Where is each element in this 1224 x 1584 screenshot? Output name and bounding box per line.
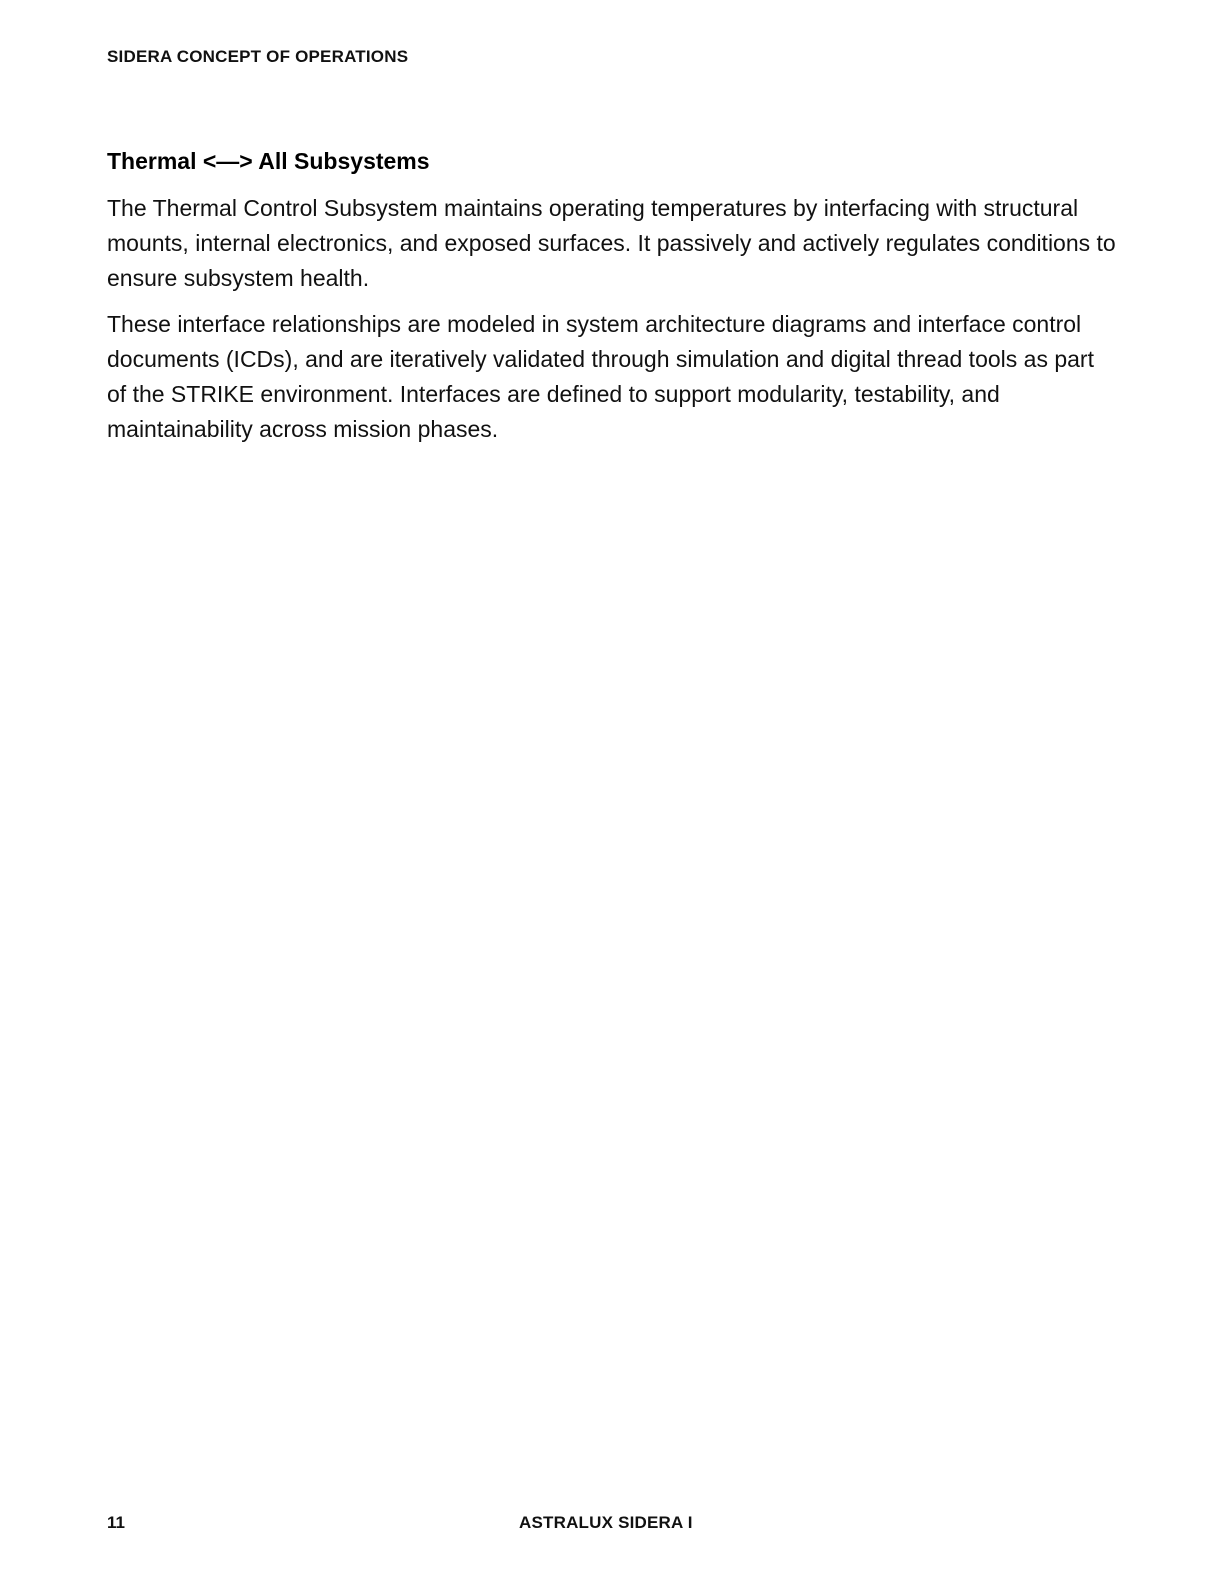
- body-paragraph: The Thermal Control Subsystem maintains operating temperatures by interfacing with structural mounts, internal electronics, and exposed surfaces. It passively and actively regulates conditions to ensure subsystem health.: [107, 195, 1116, 291]
- body-paragraph: These interface relationships are modeled in system architecture diagrams and interface control documents (ICDs), and are iteratively validated through simulation and digital thread tools as part of the STRIKE environment. Interfaces are defined to support modularity, testability, and maintainability across mission phases.: [107, 311, 1094, 442]
- page-footer: [0, 1513, 1224, 1535]
- section-heading: Thermal <—> All Subsystems: [107, 148, 430, 174]
- page-number: 11: [107, 1513, 125, 1532]
- running-header: SIDERA CONCEPT OF OPERATIONS: [107, 47, 409, 66]
- main-content: [107, 145, 1117, 458]
- footer-document-title: ASTRALUX SIDERA I: [519, 1513, 693, 1532]
